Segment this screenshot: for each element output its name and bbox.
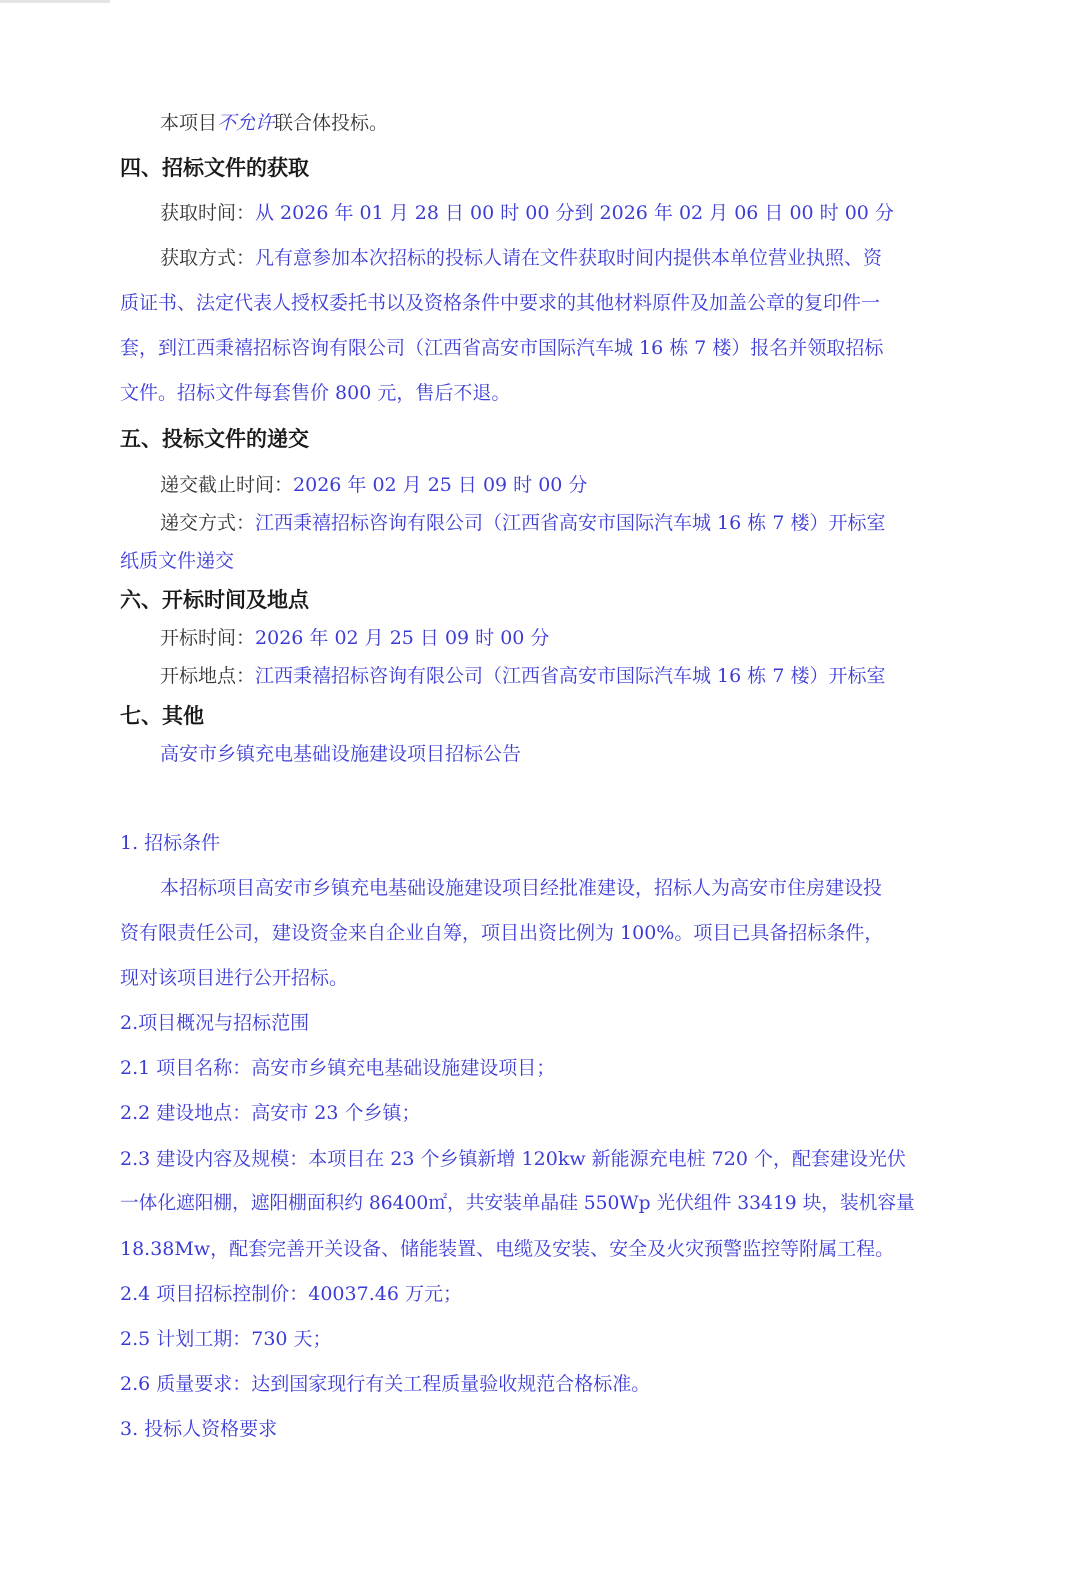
notice-item-2-6: 2.6 质量要求：达到国家现行有关工程质量验收规范合格标准。 xyxy=(120,1373,651,1395)
acquire-method-text-1: 凡有意参加本次招标的投标人请在文件获取时间内提供本单位营业执照、资 xyxy=(255,247,883,269)
notice-item-2-1: 2.1 项目名称：高安市乡镇充电基础设施建设项目； xyxy=(120,1057,556,1079)
acquire-time-line xyxy=(160,201,894,225)
opening-time-value: 2026 年 02 月 25 日 09 时 00 分 xyxy=(255,627,550,649)
section-4-heading: 四、招标文件的获取 xyxy=(120,155,309,180)
notice-item-2-2: 2.2 建设地点：高安市 23 个乡镇； xyxy=(120,1102,421,1124)
submit-deadline-line xyxy=(160,473,587,497)
opening-place-value: 江西秉禧招标咨询有限公司（江西省高安市国际汽车城 16 栋 7 楼）开标室 xyxy=(255,665,886,687)
acquire-time-value: 从 2026 年 01 月 28 日 00 时 00 分到 2026 年 02 月 06 日 00 时 00 分 xyxy=(255,202,894,224)
page-corner-mark xyxy=(0,0,110,3)
notice-p1-line-3: 现对该项目进行公开招标。 xyxy=(120,967,349,989)
notice-heading-1: 1. 招标条件 xyxy=(120,832,221,854)
notice-item-2-3-line-2: 一体化遮阳棚，遮阳棚面积约 86400㎡，共安装单晶硅 550Wp 光伏组件 33419 块，装机容量 xyxy=(120,1193,915,1214)
submit-method-line-2: 纸质文件递交 xyxy=(120,550,235,572)
notice-item-2-3-line-1: 2.3 建设内容及规模：本项目在 23 个乡镇新增 120kw 新能源充电桩 720 个，配套建设光伏 xyxy=(120,1148,906,1170)
consortium-line xyxy=(160,111,388,135)
notice-p1-line-1: 本招标项目高安市乡镇充电基础设施建设项目经批准建设，招标人为高安市住房建设投 xyxy=(160,877,883,899)
notice-item-2-5: 2.5 计划工期：730 天； xyxy=(120,1328,332,1350)
acquire-method-label: 获取方式： xyxy=(160,247,256,269)
acquire-method-line-3: 套，到江西秉禧招标咨询有限公司（江西省高安市国际汽车城 16 栋 7 楼）报名并领取招标 xyxy=(120,337,884,359)
notice-heading-2: 2.项目概况与招标范围 xyxy=(120,1012,310,1034)
opening-place-label: 开标地点： xyxy=(160,665,256,687)
opening-time-label: 开标时间： xyxy=(160,627,256,649)
acquire-method-line-4: 文件。招标文件每套售价 800 元，售后不退。 xyxy=(120,382,511,404)
acquire-time-label: 获取时间： xyxy=(160,202,256,224)
notice-p1-line-2: 资有限责任公司，建设资金来自企业自筹，项目出资比例为 100%。项目已具备招标条件， xyxy=(120,922,884,944)
consortium-emphasis: 不允许 xyxy=(217,112,275,134)
acquire-method-line-1 xyxy=(160,246,882,270)
section-6-heading: 六、开标时间及地点 xyxy=(120,587,309,612)
notice-heading-3: 3. 投标人资格要求 xyxy=(120,1418,278,1440)
section-5-heading: 五、投标文件的递交 xyxy=(120,426,309,451)
notice-title-line: 高安市乡镇充电基础设施建设项目招标公告 xyxy=(160,743,522,765)
opening-place-line xyxy=(160,664,885,688)
consortium-text-pre: 本项目 xyxy=(160,112,218,134)
submit-deadline-label: 递交截止时间： xyxy=(160,474,294,496)
notice-item-2-4: 2.4 项目招标控制价：40037.46 万元； xyxy=(120,1283,462,1305)
submit-method-label: 递交方式： xyxy=(160,512,256,534)
notice-item-2-3-line-3: 18.38Mw，配套完善开关设备、储能装置、电缆及安装、安全及火灾预警监控等附属工程。 xyxy=(120,1238,895,1260)
section-7-heading: 七、其他 xyxy=(120,703,204,728)
submit-method-text-1: 江西秉禧招标咨询有限公司（江西省高安市国际汽车城 16 栋 7 楼）开标室 xyxy=(255,512,886,534)
acquire-method-line-2: 质证书、法定代表人授权委托书以及资格条件中要求的其他材料原件及加盖公章的复印件一 xyxy=(120,292,881,314)
opening-time-line xyxy=(160,626,549,650)
submit-deadline-value: 2026 年 02 月 25 日 09 时 00 分 xyxy=(293,474,588,496)
submit-method-line-1 xyxy=(160,511,885,535)
consortium-text-post: 联合体投标。 xyxy=(274,112,389,134)
